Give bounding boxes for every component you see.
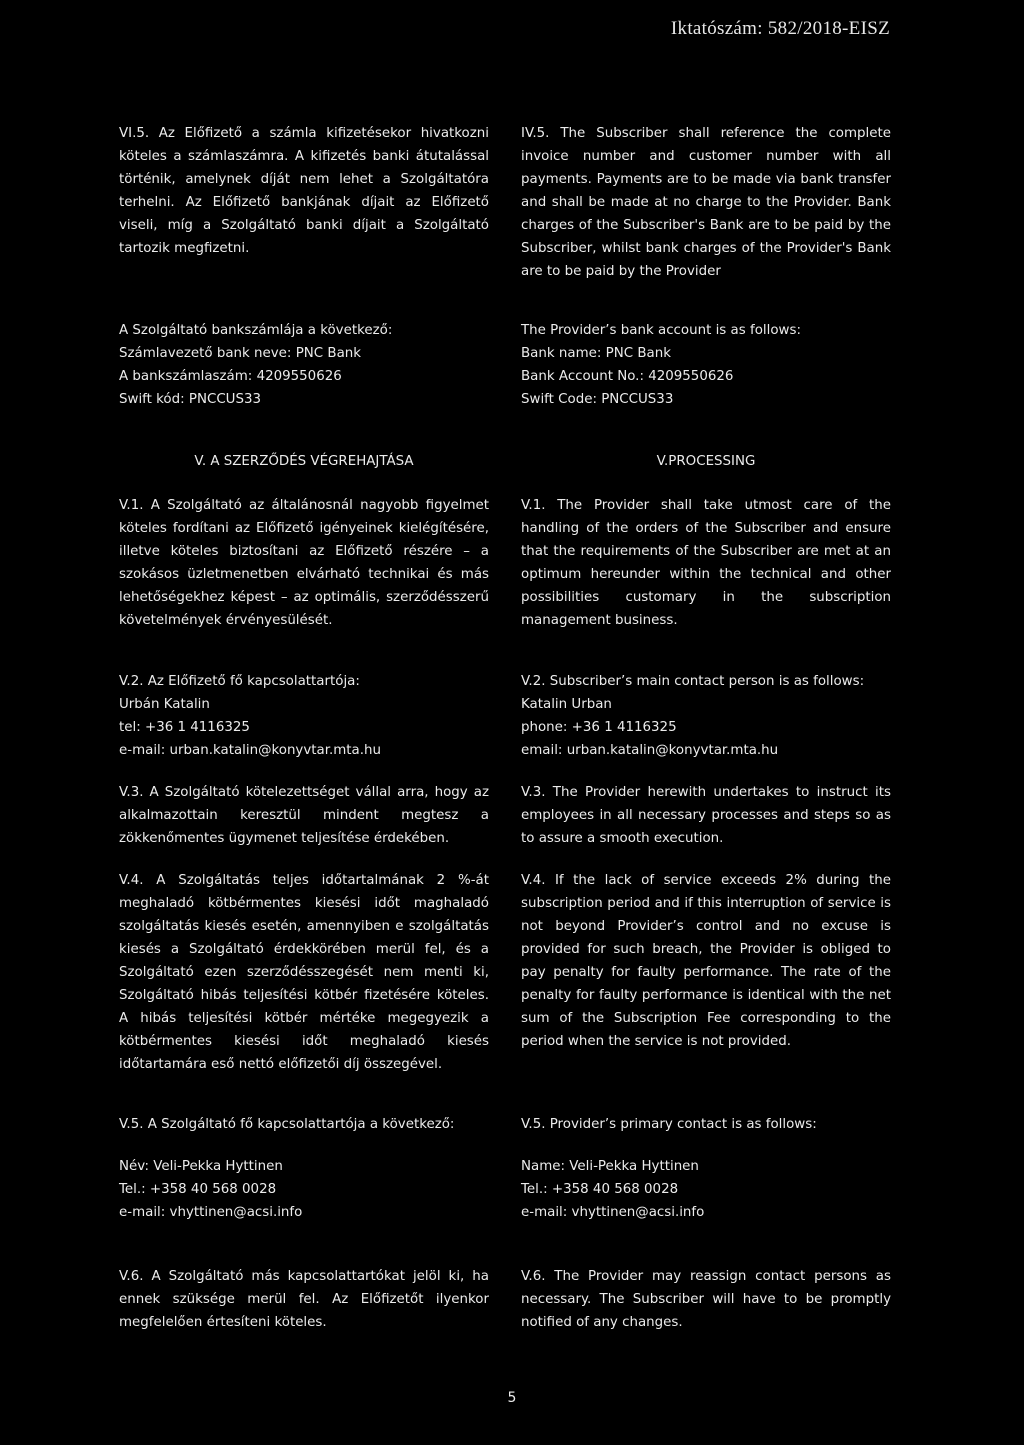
paragraph-en [521,1265,891,1334]
paragraph-en [521,869,891,1076]
registration-number: Iktatószám: 582/2018-EISZ [670,18,890,39]
heading-text: V.PROCESSING [656,454,756,469]
text-en: IV.5. The Subscriber shall reference the complete invoice number and customer number with all payments. Payments are to be made via bank transfer and shall be made at no charge to the Provider. Bank charges of the Subscriber's Bank are to be paid by the Subscriber, whilst bank charges of the Provider's Bank are to be paid by the Provider [521,126,891,279]
bank-hu [119,319,489,411]
contact-en [521,670,891,762]
page-number: 5 [507,1390,517,1406]
contact-line: email: urban.katalin@konyvtar.mta.hu [521,743,779,758]
bank-line: Swift kód: PNCCUS33 [119,392,262,407]
contact-line: Tel.: +358 40 568 0028 [119,1182,277,1197]
section-v1 [119,494,891,632]
section-v5-contact [119,1155,891,1224]
text-hu: V.3. A Szolgáltató kötelezettséget vállal arra, hogy az alkalmazottain keresztül mindent megtesz a zökkenőmentes ügymenet teljesítése érdekében. [119,785,489,846]
bank-line: Számlavezető bank neve: PNC Bank [119,346,362,361]
bank-line: Swift Code: PNCCUS33 [521,392,674,407]
bank-line: A Szolgáltató bankszámlája a következő: [119,323,393,338]
section-v3 [119,781,891,850]
paragraph-en [521,494,891,632]
contact-en [521,1155,891,1224]
contact-line: tel: +36 1 4116325 [119,720,250,735]
paragraph-en [521,781,891,850]
text-hu: V.1. A Szolgáltató az általánosnál nagyobb figyelmet köteles fordítani az Előfizető igényeinek kielégítésére, illetve köteles biztosítani az Előfizető részére – a szokásos üzletmenetben elvárható technikai és más lehetőségekhez képest – az optimális, szerződésszerű követelmények érvényesülését. [119,498,489,628]
heading-en [521,450,891,473]
text-en: V.1. The Provider shall take utmost care of the handling of the orders of the Subscriber and ensure that the requirements of the Subscriber are met at an optimum hereunder within the technical and other possibilities customary in the subscription management business. [521,498,891,628]
section-v5 [119,1113,891,1136]
bank-line: Bank Account No.: 4209550626 [521,369,734,384]
bank-en [521,319,891,411]
text-en: V.4. If the lack of service exceeds 2% during the subscription period and if this interruption of service is not beyond Provider’s control and no excuse is provided for such breach, the Provider is obliged to pay penalty for faulty performance. The rate of the penalty for faulty performance is identical with the net sum of the Subscription Fee corresponding to the period when the service is not provided. [521,873,891,1049]
contact-line: V.2. Subscriber’s main contact person is as follows: [521,674,865,689]
paragraph-hu [119,494,489,632]
text-hu: V.6. A Szolgáltató más kapcsolattartókat jelöl ki, ha ennek szüksége merül fel. Az Előfizetőt ilyenkor megfelelően értesíteni köteles. [119,1269,489,1330]
paragraph-hu [119,781,489,850]
contact-line: Urbán Katalin [119,697,210,712]
contact-line: e-mail: vhyttinen@acsi.info [521,1205,705,1220]
section-v4 [119,869,891,1076]
section-v6 [119,1265,891,1334]
contact-line: e-mail: urban.katalin@konyvtar.mta.hu [119,743,381,758]
contact-line: Név: Veli-Pekka Hyttinen [119,1159,283,1174]
bank-line: The Provider’s bank account is as follows: [521,323,801,338]
contact-hu [119,670,489,762]
text-hu: V.5. A Szolgáltató fő kapcsolattartója a következő: [119,1117,455,1132]
heading-text: V. A SZERZŐDÉS VÉGREHAJTÁSA [194,454,414,469]
bank-line: A bankszámlaszám: 4209550626 [119,369,342,384]
text-hu: VI.5. Az Előfizető a számla kifizetésekor hivatkozni köteles a számlaszámra. A kifizetés banki átutalással történik, amelynek díját nem lehet a Szolgáltatóra terhelni. Az Előfizető bankjának díjait az Előfizető viseli, míg a Szolgáltató banki díjait a Szolgáltató tartozik megfizetni. [119,126,489,256]
contact-line: Name: Veli-Pekka Hyttinen [521,1159,699,1174]
heading-hu [119,450,489,473]
text-en: V.6. The Provider may reassign contact persons as necessary. The Subscriber will have to be promptly notified of any changes. [521,1269,891,1330]
paragraph-hu [119,1113,489,1136]
contact-hu [119,1155,489,1224]
paragraph-en [521,1113,891,1136]
contact-line: V.2. Az Előfizető fő kapcsolattartója: [119,674,360,689]
contact-line: e-mail: vhyttinen@acsi.info [119,1205,303,1220]
contact-line: phone: +36 1 4116325 [521,720,677,735]
text-en: V.5. Provider’s primary contact is as follows: [521,1117,817,1132]
section-vi5 [119,122,891,283]
contact-line: Katalin Urban [521,697,612,712]
section-v2 [119,670,891,762]
text-en: V.3. The Provider herewith undertakes to instruct its employees in all necessary processes and steps so as to assure a smooth execution. [521,785,891,846]
section-bank-account [119,319,891,411]
paragraph-hu [119,122,489,283]
contact-line: Tel.: +358 40 568 0028 [521,1182,679,1197]
paragraph-hu [119,1265,489,1334]
paragraph-hu [119,869,489,1076]
text-hu: V.4. A Szolgáltatás teljes időtartalmának 2 %-át meghaladó kötbérmentes kiesési időt maghaladó szolgáltatás kiesés esetén, amennyiben e szolgáltatás kiesés a Szolgáltató érdekkörében merül fel, és a Szolgáltató ezen szerződésszegését nem menti ki, Szolgáltató hibás teljesítési kötbér fizetésére köteles. A hibás teljesítési kötbér mértéke megegyezik a kötbérmentes kiesési időt meghaladó kiesés időtartamára eső nettó előfizetői díj összegével. [119,873,489,1072]
bank-line: Bank name: PNC Bank [521,346,671,361]
section-heading [119,450,891,473]
paragraph-en [521,122,891,283]
